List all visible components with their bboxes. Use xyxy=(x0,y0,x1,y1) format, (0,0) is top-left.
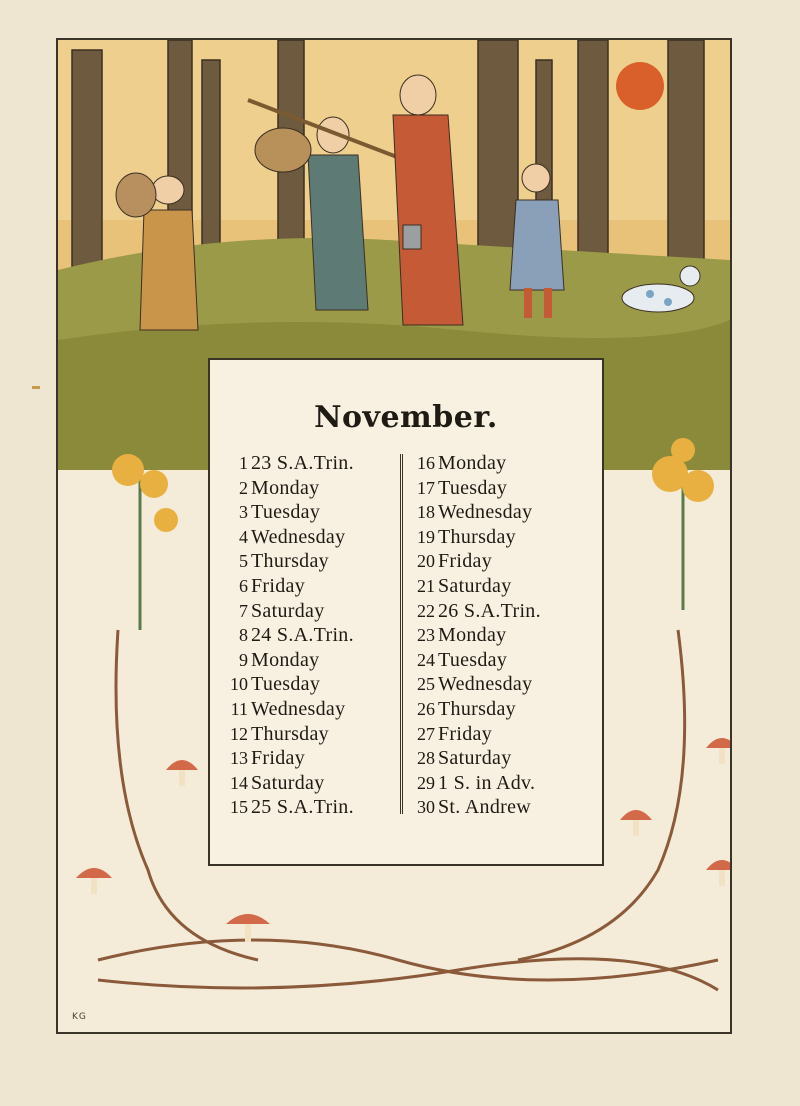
day-number: 30 xyxy=(417,797,435,818)
day-label: 23 S.A.Trin. xyxy=(251,452,354,474)
day-number: 27 xyxy=(417,723,435,744)
day-row xyxy=(407,600,541,625)
day-row xyxy=(407,747,541,772)
day-row xyxy=(220,796,354,821)
sun xyxy=(616,62,664,110)
day-number: 25 xyxy=(417,674,435,695)
day-row xyxy=(407,673,541,698)
day-row xyxy=(220,698,354,723)
day-label: Saturday xyxy=(438,747,512,770)
day-label: Tuesday xyxy=(438,648,508,671)
day-label: Friday xyxy=(251,574,306,597)
day-number: 8 xyxy=(239,625,248,646)
day-label: Thursday xyxy=(438,525,516,548)
day-number: 19 xyxy=(417,526,435,547)
day-label: Monday xyxy=(251,648,320,671)
day-number: 1 xyxy=(239,453,248,473)
day-row xyxy=(220,772,354,797)
margin-mark xyxy=(32,386,40,389)
day-row xyxy=(220,477,354,502)
calendar-page xyxy=(56,38,732,1034)
column-divider xyxy=(400,454,403,814)
calendar-panel xyxy=(208,358,604,866)
day-label: Friday xyxy=(438,550,493,573)
day-number: 15 xyxy=(230,797,248,818)
day-row xyxy=(220,747,354,772)
day-number: 28 xyxy=(417,748,435,769)
day-row xyxy=(220,550,354,575)
day-number: 24 xyxy=(417,649,435,670)
chrysanthemum-right xyxy=(652,438,714,610)
day-label: Monday xyxy=(251,476,320,499)
day-label: Tuesday xyxy=(438,476,508,499)
day-label: Wednesday xyxy=(251,697,346,720)
day-label: 24 S.A.Trin. xyxy=(251,624,354,647)
day-row xyxy=(220,624,354,649)
day-row xyxy=(220,452,354,477)
day-row xyxy=(407,624,541,649)
day-label: Wednesday xyxy=(438,673,533,696)
day-label: 26 S.A.Trin. xyxy=(438,599,541,622)
day-number: 3 xyxy=(239,502,248,523)
day-row xyxy=(220,600,354,625)
day-row xyxy=(407,452,541,477)
day-number: 18 xyxy=(417,502,435,523)
day-number: 7 xyxy=(239,600,248,621)
day-number: 2 xyxy=(239,477,248,498)
day-row xyxy=(220,575,354,600)
day-number: 14 xyxy=(230,772,248,793)
day-row xyxy=(220,673,354,698)
day-number: 12 xyxy=(230,723,248,744)
day-row xyxy=(407,649,541,674)
day-label: Tuesday xyxy=(251,501,321,524)
day-label: Friday xyxy=(438,722,493,745)
month-title: November. xyxy=(314,400,498,435)
day-row xyxy=(407,723,541,748)
day-number: 17 xyxy=(417,477,435,498)
day-row xyxy=(407,477,541,502)
day-number: 21 xyxy=(417,575,435,596)
day-row xyxy=(407,796,541,821)
day-label: Thursday xyxy=(438,697,516,720)
day-label: 25 S.A.Trin. xyxy=(251,796,354,819)
day-label: Friday xyxy=(251,747,306,770)
day-number: 5 xyxy=(239,551,248,572)
day-label: St. Andrew xyxy=(438,796,531,819)
chrysanthemum-left xyxy=(112,454,178,630)
day-number: 11 xyxy=(230,698,248,719)
day-row xyxy=(407,698,541,723)
day-number: 20 xyxy=(417,551,435,572)
day-row xyxy=(407,772,541,797)
days-column-1-15 xyxy=(220,452,354,821)
artist-monogram: KG xyxy=(72,1012,87,1022)
day-number: 4 xyxy=(239,526,248,547)
day-row xyxy=(220,723,354,748)
day-number: 9 xyxy=(239,649,248,670)
day-row xyxy=(407,550,541,575)
day-label: Monday xyxy=(438,624,507,647)
day-number: 29 xyxy=(417,772,435,793)
day-label: Wednesday xyxy=(438,501,533,524)
day-number: 26 xyxy=(417,698,435,719)
days-column-16-30 xyxy=(407,452,541,821)
day-row xyxy=(220,501,354,526)
day-label: 1 S. in Adv. xyxy=(438,771,536,794)
day-number: 16 xyxy=(417,453,435,473)
day-row xyxy=(407,501,541,526)
day-label: Saturday xyxy=(438,574,512,597)
day-row xyxy=(220,526,354,551)
day-row xyxy=(220,649,354,674)
day-number: 22 xyxy=(417,600,435,621)
day-number: 6 xyxy=(239,575,248,596)
day-row xyxy=(407,575,541,600)
day-row xyxy=(407,526,541,551)
day-number: 23 xyxy=(417,625,435,646)
day-label: Saturday xyxy=(251,599,325,622)
day-label: Saturday xyxy=(251,771,325,794)
day-number: 13 xyxy=(230,748,248,769)
day-label: Thursday xyxy=(251,550,329,573)
day-label: Tuesday xyxy=(251,673,321,696)
day-number: 10 xyxy=(230,674,248,695)
day-label: Thursday xyxy=(251,722,329,745)
day-label: Wednesday xyxy=(251,525,346,548)
day-label: Monday xyxy=(438,452,507,474)
